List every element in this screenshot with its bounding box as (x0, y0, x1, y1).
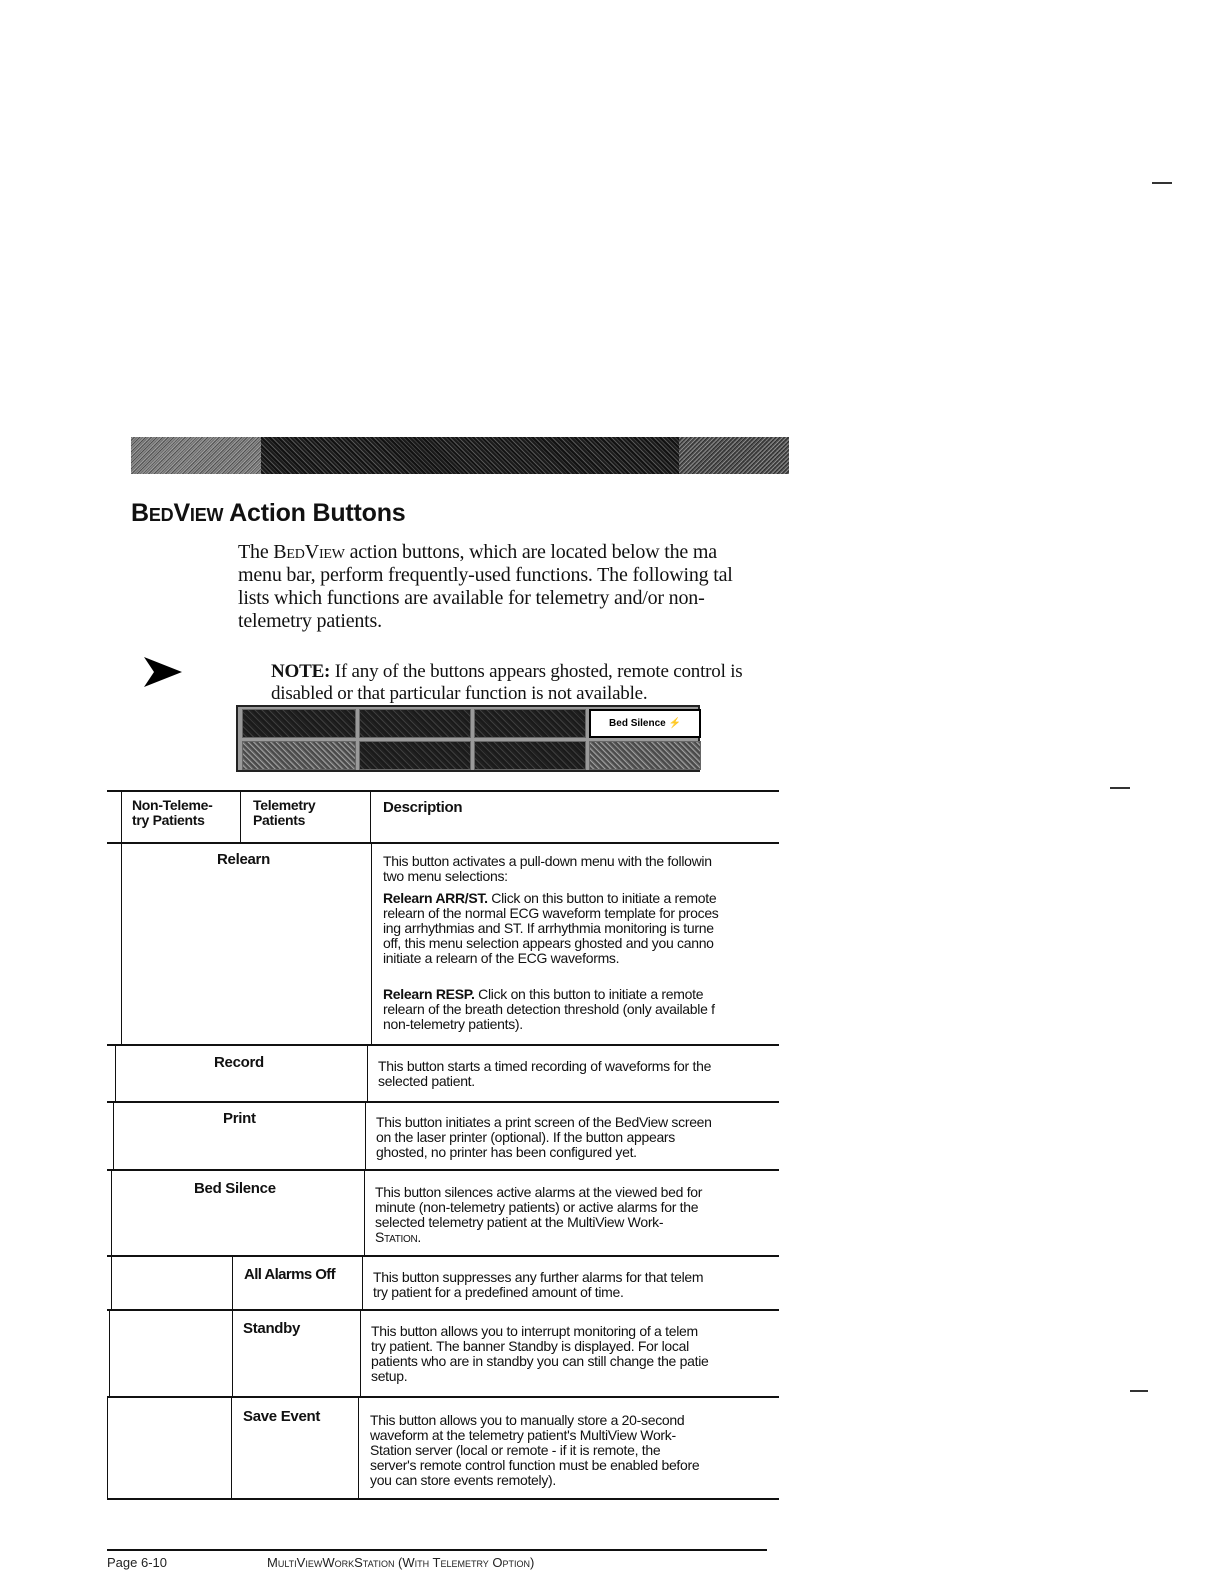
row-description: This button activates a pull-down menu with the followin two menu selections: Relearn ARR/ST. Click on this button to initiate a remote relearn of the normal ECG waveform template for proces ing arrhythmias and ST. If arrhythmia monitoring is turne off, this menu selection appears ghosted and you canno initiate a relearn of the ECG waveforms. Relearn RESP. Click on this button to initiate a remote relearn of the breath detection threshold (only available f non-telemetry patients). (383, 854, 719, 1032)
section-banner (131, 437, 789, 474)
row-function: Print (223, 1110, 256, 1127)
scan-mark (1130, 1390, 1148, 1392)
relearn-button[interactable] (242, 709, 356, 738)
row-function: Relearn (217, 851, 270, 868)
row-function: Record (214, 1054, 264, 1071)
row-description: This button initiates a print screen of the BedView screen on the laser printer (optional). If the button appears ghosted, no printer has been configured yet. (376, 1115, 712, 1160)
intro-paragraph: The BedView action buttons, which are located below the ma menu bar, perform frequently-used functions. The following tal lists which functions are available for telemetry and/or non- telemetry patients. (238, 541, 733, 632)
record-button[interactable] (359, 709, 471, 738)
standby-button[interactable] (359, 741, 471, 770)
row-description: This button starts a timed recording of waveforms for the selected patient. (378, 1059, 712, 1089)
table-row (107, 1101, 779, 1169)
table-header-row (107, 790, 779, 842)
table-row (107, 842, 779, 1044)
action-buttons-table (107, 790, 779, 1500)
row-description: This button silences active alarms at the viewed bed for minute (non-telemetry patients) or active alarms for the selected telemetry patient at the MultiView Work- Station. (375, 1185, 703, 1245)
print-button[interactable] (474, 709, 586, 738)
header-non-telemetry: Non-Teleme- try Patients (121, 792, 241, 842)
row-function: Save Event (243, 1408, 321, 1425)
note-arrow-icon (142, 655, 184, 689)
page-footer (107, 1549, 767, 1570)
table-row (107, 1255, 779, 1309)
header-telemetry: Telemetry Patients (241, 792, 371, 842)
header-description: Description (383, 799, 463, 816)
panel-empty-button (589, 741, 701, 770)
row-function: Bed Silence (194, 1180, 276, 1197)
row-description: This button allows you to manually store a 20-second waveform at the telemetry patient's MultiView Work- Station server (local or remote - if it is remote, the server's remote control function must be enabled before you can store events remotely). (370, 1413, 700, 1488)
bedview-button-panel (236, 705, 700, 772)
scan-mark (1152, 182, 1172, 184)
all-alarms-off-button[interactable] (242, 741, 356, 770)
row-description: This button suppresses any further alarms for that telem try patient for a predefined amount of time. (373, 1270, 704, 1300)
row-function: Standby (243, 1320, 301, 1337)
note-text: NOTE: If any of the buttons appears ghosted, remote control is disabled or that particular function is not available. (271, 661, 743, 704)
save-event-button[interactable] (474, 741, 586, 770)
footer-title: MultiViewWorkStation (With Telemetry Option) (267, 1555, 535, 1570)
row-description: This button allows you to interrupt monitoring of a telem try patient. The banner Standby is displayed. For local patients who are in standby you can still change the patie setup. (371, 1324, 709, 1384)
scan-mark (1110, 787, 1130, 789)
bed-silence-button[interactable]: Bed Silence ⚡ (589, 709, 701, 738)
table-row (107, 1044, 779, 1101)
section-heading: BedView Action Buttons (131, 499, 406, 527)
bed-silence-icon: ⚡ (668, 718, 681, 729)
table-row (107, 1396, 779, 1500)
row-function: All Alarms Off (244, 1266, 336, 1283)
table-row (107, 1309, 779, 1396)
page-number: Page 6-10 (107, 1555, 167, 1570)
table-row (107, 1169, 779, 1255)
